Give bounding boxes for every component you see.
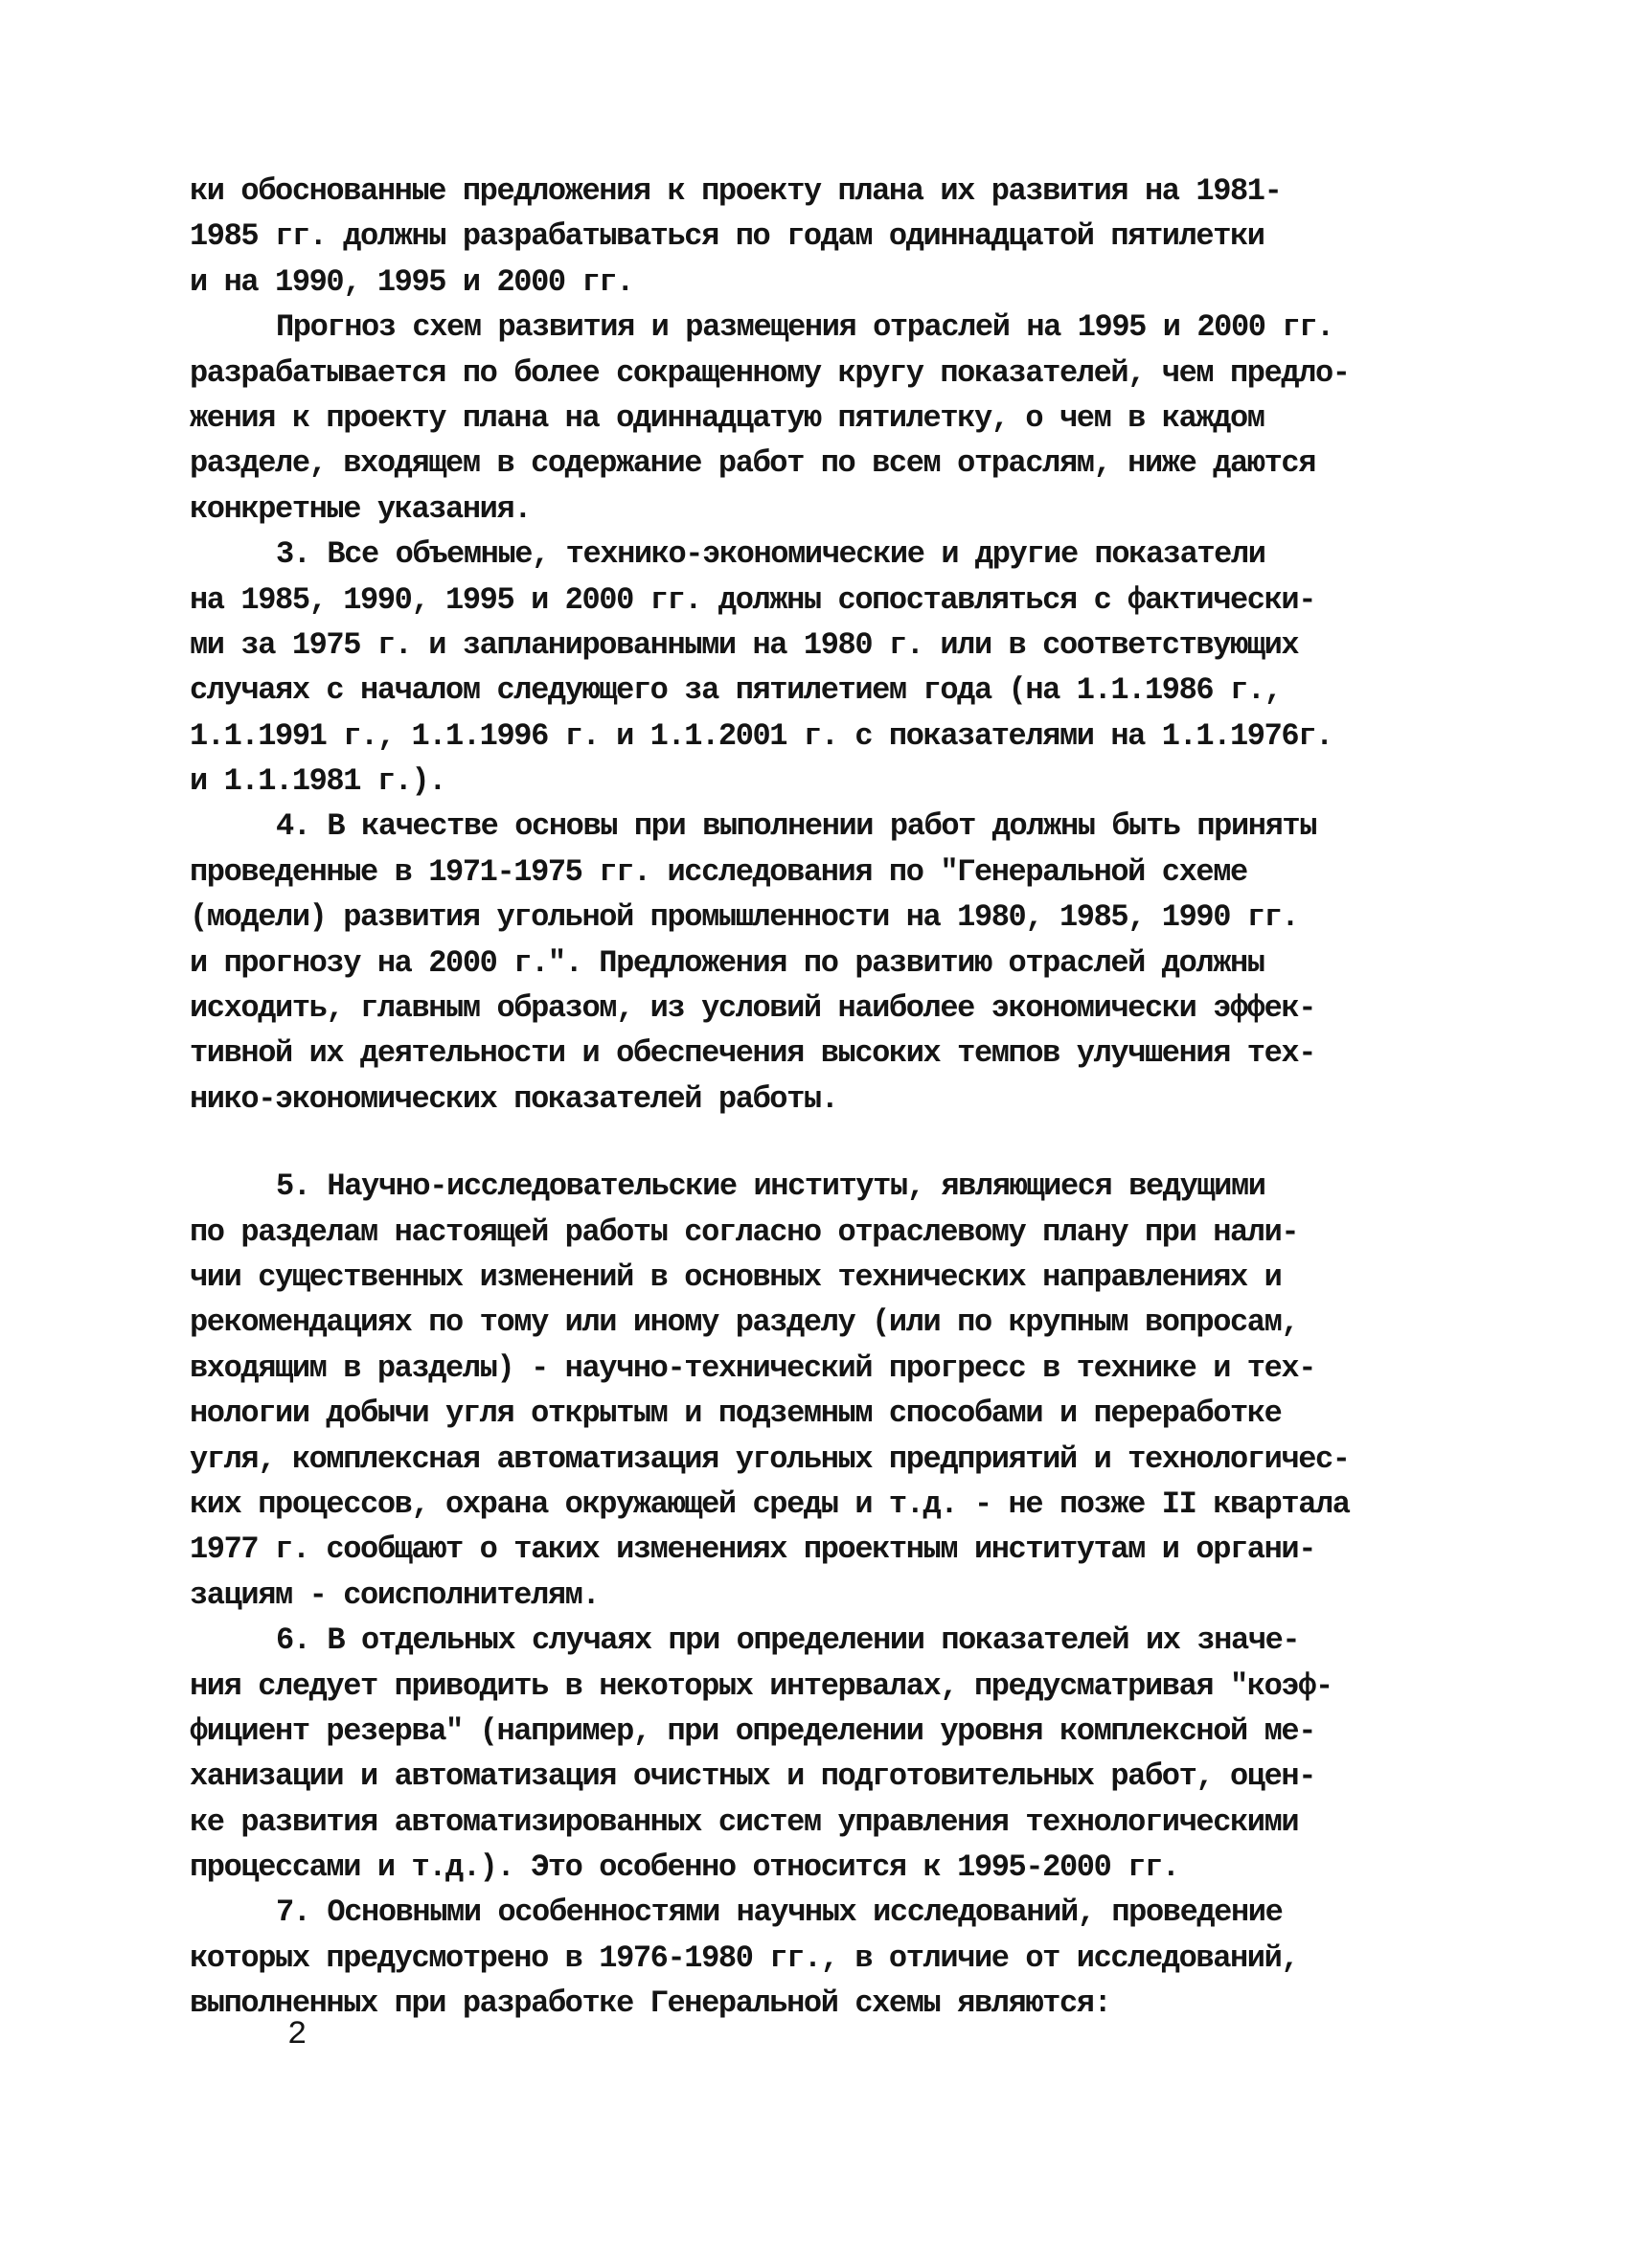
text-line: 6. В отдельных случаях при определении показателей их значе- [276, 1622, 1300, 1659]
text-line: (модели) развития угольной промышленности на 1980, 1985, 1990 гг. [190, 899, 1299, 936]
paragraph-item-3 [190, 532, 1473, 804]
paragraph-gap [190, 1122, 1473, 1164]
document-body [190, 169, 1473, 2027]
text-line: нологии добычи угля открытым и подземным способами и переработке [190, 1395, 1282, 1432]
page-number: 2 [287, 2017, 308, 2053]
text-line: ки обоснованные предложения к проекту плана их развития на 1981- [190, 173, 1282, 209]
text-line: ханизации и автоматизация очистных и подготовительных работ, оцен- [190, 1758, 1316, 1795]
text-line: 7. Основными особенностями научных исследований, проведение [276, 1894, 1283, 1931]
text-line: 3. Все объемные, технико-экономические и другие показатели [276, 536, 1265, 573]
text-line: фициент резерва" (например, при определении уровня комплексной ме- [190, 1712, 1316, 1749]
text-line: разделе, входящем в содержание работ по всем отраслям, ниже даются [190, 445, 1316, 482]
paragraph-item-6 [190, 1618, 1473, 1890]
text-line: входящим в разделы) - научно-технический прогресс в технике и тех- [190, 1349, 1316, 1386]
text-line: которых предусмотрено в 1976-1980 гг., в отличие от исследований, [190, 1939, 1299, 1976]
text-line: случаях с началом следующего за пятилетием года (на 1.1.1986 г., [190, 672, 1282, 709]
text-line: по разделам настоящей работы согласно отраслевому плану при нали- [190, 1213, 1299, 1250]
text-line: конкретные указания. [190, 490, 532, 527]
text-line: жения к проекту плана на одиннадцатую пятилетку, о чем в каждом [190, 399, 1264, 436]
text-line: тивной их деятельности и обеспечения высоких темпов улучшения тех- [190, 1035, 1316, 1072]
text-line: рекомендациях по тому или иному разделу (или по крупным вопросам, [190, 1304, 1299, 1341]
text-line: угля, комплексная автоматизация угольных предприятий и технологичес- [190, 1440, 1350, 1477]
text-line: 4. В качестве основы при выполнении работ должны быть приняты [276, 808, 1316, 845]
text-line: на 1985, 1990, 1995 и 2000 гг. должны сопоставляться с фактически- [190, 581, 1316, 618]
text-line: ми за 1975 г. и запланированными на 1980 г. или в соответствующих [190, 626, 1299, 663]
text-line: Прогноз схем развития и размещения отраслей на 1995 и 2000 гг. [276, 309, 1333, 346]
text-line: 5. Научно-исследовательские институты, являющиеся ведущими [276, 1168, 1265, 1205]
text-line: 1.1.1991 г., 1.1.1996 г. и 1.1.2001 г. с показателями на 1.1.1976г. [190, 717, 1332, 754]
text-line: чии существенных изменений в основных технических направлениях и [190, 1259, 1282, 1295]
text-line: исходить, главным образом, из условий наиболее экономически эффек- [190, 990, 1316, 1027]
text-line: 1977 г. сообщают о таких изменениях проектным институтам и органи- [190, 1531, 1316, 1568]
text-line: ке развития автоматизированных систем управления технологическими [190, 1803, 1299, 1840]
text-line: процессами и т.д.). Это особенно относится к 1995-2000 гг. [190, 1849, 1179, 1886]
paragraph-item-5 [190, 1164, 1473, 1618]
paragraph-item-4 [190, 804, 1473, 1122]
text-line: и на 1990, 1995 и 2000 гг. [190, 263, 633, 300]
text-line: разрабатывается по более сокращенному кругу показателей, чем предло- [190, 354, 1350, 391]
text-line: ния следует приводить в некоторых интервалах, предусматривая "коэф- [190, 1667, 1332, 1704]
text-line: и прогнозу на 2000 г.". Предложения по развитию отраслей должны [190, 944, 1264, 981]
text-line: зациям - соисполнителям. [190, 1576, 600, 1613]
paragraph-continuation [190, 169, 1473, 305]
text-line: и 1.1.1981 г.). [190, 763, 446, 800]
text-line: ких процессов, охрана окружающей среды и т.д. - не позже II квартала [190, 1486, 1350, 1522]
paragraph-forecast [190, 305, 1473, 532]
text-line: 1985 гг. должны разрабатываться по годам одиннадцатой пятилетки [190, 218, 1264, 255]
text-line: выполненных при разработке Генеральной схемы являются: [190, 1985, 1111, 2022]
text-line: проведенные в 1971-1975 гг. исследования по "Генеральной схеме [190, 853, 1247, 890]
text-line: нико-экономических показателей работы. [190, 1080, 838, 1117]
paragraph-item-7 [190, 1890, 1473, 2026]
